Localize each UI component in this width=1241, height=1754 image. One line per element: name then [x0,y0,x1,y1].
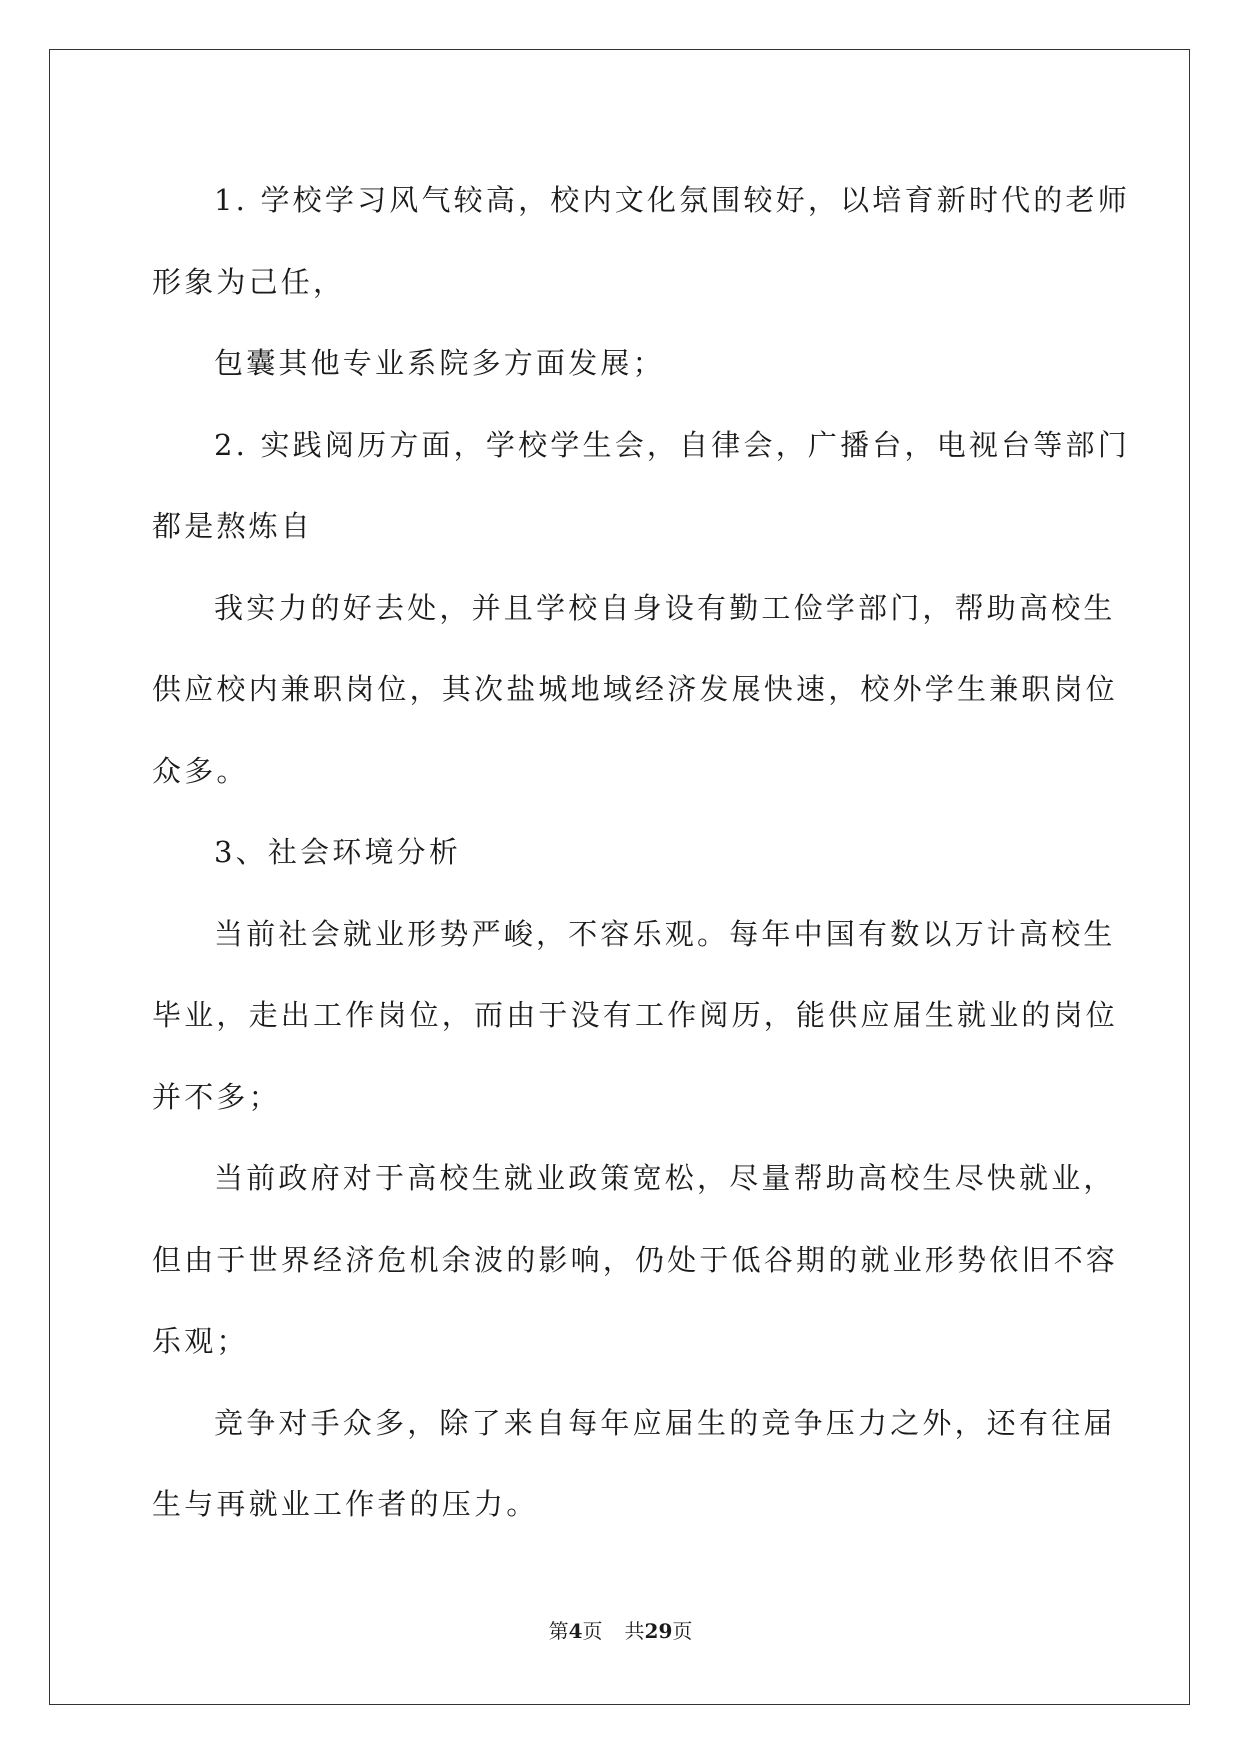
paragraph [152,568,1119,813]
paragraph [152,894,1119,1139]
paragraph-line: 并不多； [152,1079,281,1114]
footer-total-pages: 29 [644,1619,673,1643]
paragraph-line: 竞争对手众多，除了来自每年应届生的竞争压力之外，还有往届 [214,1405,1116,1440]
footer-total-unit: 页 [672,1619,693,1643]
footer-prefix: 第 [548,1619,569,1643]
paragraph-line: 众多。 [152,753,249,788]
footer-total-prefix: 共 [624,1619,645,1643]
paragraph-line: 3、社会环境分析 [214,835,462,869]
paragraph-line: 1. 学校学习风气较高，校内文化氛围较好，以培育新时代的老师 [214,183,1130,217]
paragraph [152,323,1092,405]
paragraph-line: 但由于世界经济危机余波的影响，仍处于低谷期的就业形势依旧不容 [152,1242,1119,1277]
paragraph-line: 都是熬炼自 [152,509,314,543]
footer-page-unit: 页 [582,1619,603,1643]
footer-current-page: 4 [568,1619,583,1643]
paragraph-line: 2. 实践阅历方面，学校学生会，自律会，广播台，电视台等部门 [214,427,1130,462]
page-footer [0,1615,1241,1644]
paragraph [152,1138,1119,1383]
paragraph-line: 包囊其他专业系院多方面发展； [214,346,665,380]
paragraph-line: 形象为己任， [152,264,346,299]
paragraph-line: 当前政府对于高校生就业政策宽松，尽量帮助高校生尽快就业， [214,1161,1116,1195]
paragraph-line: 供应校内兼职岗位，其次盐城地域经济发展快速，校外学生兼职岗位 [152,672,1119,706]
paragraph [152,812,1092,894]
paragraph-line: 我实力的好去处，并且学校自身设有勤工俭学部门，帮助高校生 [214,590,1116,625]
paragraph [152,160,1130,323]
paragraph [152,1383,1116,1546]
document-body [152,160,1130,1546]
paragraph-line: 毕业，走出工作岗位，而由于没有工作阅历，能供应届生就业的岗位 [152,998,1119,1032]
paragraph-line: 当前社会就业形势严峻，不容乐观。每年中国有数以万计高校生 [214,916,1116,951]
paragraph-line: 生与再就业工作者的压力。 [152,1487,539,1521]
paragraph-line: 乐观； [152,1324,249,1358]
paragraph [152,405,1130,568]
